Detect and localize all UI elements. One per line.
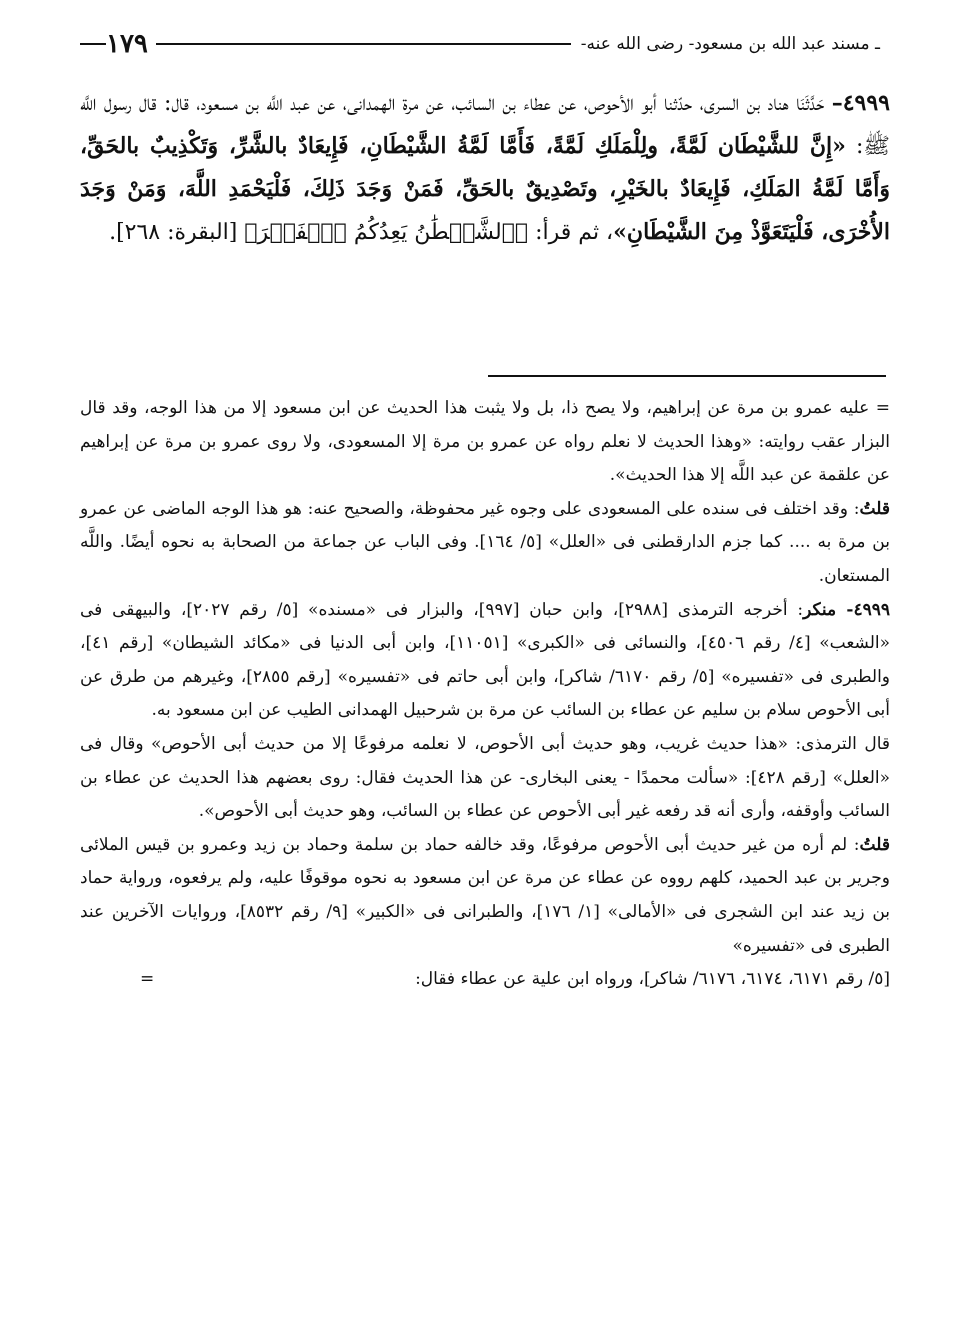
hadith-dash: –: [831, 90, 843, 116]
takhrij-lead: ٤٩٩٩- منكر: [803, 599, 891, 620]
note-body: : وقد اختلف فى سنده على المسعودى على وجوه غير محفوظة، والصحيح عنه: هو هذا الوجه الماضى عن عمرو بن مرة به .... كما جزم الدارقطنى فى «العلل» [٥/ ١٦٤]. وفى الباب عن جماعة من الصحابة به نحوه أيضًا. واللَّه المستعان.: [80, 498, 890, 586]
hadith-closing: ، ثم قرأ: ﴿ٱلشَّيۡطَٰنُ يَعِدُكُمُ ٱلۡفَقۡرَ﴾ [البقرة: ٢٦٨].: [109, 220, 614, 245]
hadith-text: [80, 82, 890, 254]
header-trailing-dash: [80, 43, 106, 45]
note-final-text: [٥/ رقم ٦١٧١، ٦١٧٤، ٦١٧٦/ شاكر]، ورواه ابن علية عن عطاء فقال:: [415, 969, 890, 990]
running-title: ـ مسند عبد الله بن مسعود- رضى الله عنه-: [580, 34, 880, 54]
note-final-line: [80, 963, 890, 997]
note-paragraph-2: [80, 493, 890, 594]
hadith-number: ٤٩٩٩: [842, 90, 890, 116]
page-number: ١٧٩: [106, 29, 148, 59]
header-rule: [156, 43, 571, 45]
note-paragraph-3: [80, 594, 890, 728]
continuation-mark: =: [140, 969, 155, 990]
takhrij-body: : أخرجه الترمذى [٢٩٨٨]، وابن حبان [٩٩٧]، والبزار فى «مسنده» [٥/ رقم ٢٠٢٧]، والبيهقى فى «الشعب» [٤/ رقم ٤٥٠٦]، والنسائى فى «الكبرى» [١١٠٥١]، وابن أبى الدنيا فى «مكائد الشيطان» [رقم ٤١]، والطبرى فى «تفسيره» [٥/ رقم ٦١٧٠/ شاكر]، وابن أبى حاتم فى «تفسيره» [رقم ٢٨٥٥]، وغيرهم من طرق عن أبى الأحوص سلام بن سليم عن عطاء بن السائب عن مرة بن شرحبيل الهمدانى الطيب عن ابن مسعود به.: [80, 599, 891, 721]
page-header: [80, 24, 880, 64]
note-body: : لم أره من غير حديث أبى الأحوص مرفوعًا، وقد خالفه حماد بن سلمة وحماد بن زيد وعمرو بن قيس الملائى وجرير بن عبد الحميد، كلهم رووه عن عطاء عن مرة عن ابن مسعود به نحوه موقوفًا عليه، ولم يرفعوه، ورواية حماد بن زيد عند ابن الشجرى فى «الأمالى» [١/ ١٧٦]، والطبرانى فى «الكبير» [٩/ رقم ٨٥٣٢]، وروايات الآخرين عند الطبرى فى «تفسيره»: [80, 834, 890, 956]
note-paragraph-4: قال الترمذى: «هذا حديث غريب، وهو حديث أبى الأحوص، لا نعلمه مرفوعًا إلا من حديث أبى الأحوص» وقال فى «العلل» [رقم ٤٢٨]: «سألت محمدًا - يعنى البخارى- عن هذا الحديث فقال: روى بعضهم هذا الحديث عن عطاء بن السائب وأوقفه، وأرى أنه قد رفعه غير أبى الأحوص عن عطاء بن السائب، وهو حديث أبى الأحوص».: [80, 733, 890, 822]
hadith-chain: حَدَّثَنَا هناد بن السرى، حدّثنا أبو الأحوص، عن عطاء بن السائب، عن مرة الهمدانى، عن عبد اللَّه بن مسعود، قال: قال رسول اللَّه ﷺ:: [80, 91, 890, 159]
note-paragraph-1: = عليه عمرو بن مرة عن إبراهيم، ولا يصح ذا، بل ولا يثبت هذا الحديث عن ابن مسعود إلا من هذا الوجه، وقد قال البزار عقب روايته: «وهذا الحديث لا نعلم رواه عن عمرو بن مرة إلا المسعودى، ولا روى عمرو بن مرة عن إبراهيم عن علقمة عن عبد اللَّه إلا هذا الحديث».: [80, 398, 890, 486]
footnote-separator: [488, 375, 886, 377]
note-lead: قلتُ: [859, 834, 890, 855]
note-paragraph-5: [80, 829, 890, 963]
footnotes: [80, 392, 890, 997]
note-lead: قلتُ: [859, 498, 890, 519]
prophetic-text: «إِنَّ للشَّيْطَان لَمَّةً، ولِلْمَلَكِ لَمَّةً، فَأَمَّا لَمَّةُ الشَّيْطَانِ، فَإِيعَادٌ بالشَّرِّ، وَتَكْذِيبٌ بالحَقِّ، وَأَمَّا لَمَّةُ المَلَكِ، فَإِيعَادٌ بالخَيْرِ، وتَصْدِيقٌ بالحَقِّ، فَمَنْ وَجَدَ ذَلِكَ، فَلْيَحْمَدِ اللَّهَ، وَمَنْ وَجَدَ الأُخْرَى، فَلْيَتَعَوَّذْ مِنَ الشَّيْطَانِ»: [80, 133, 890, 245]
